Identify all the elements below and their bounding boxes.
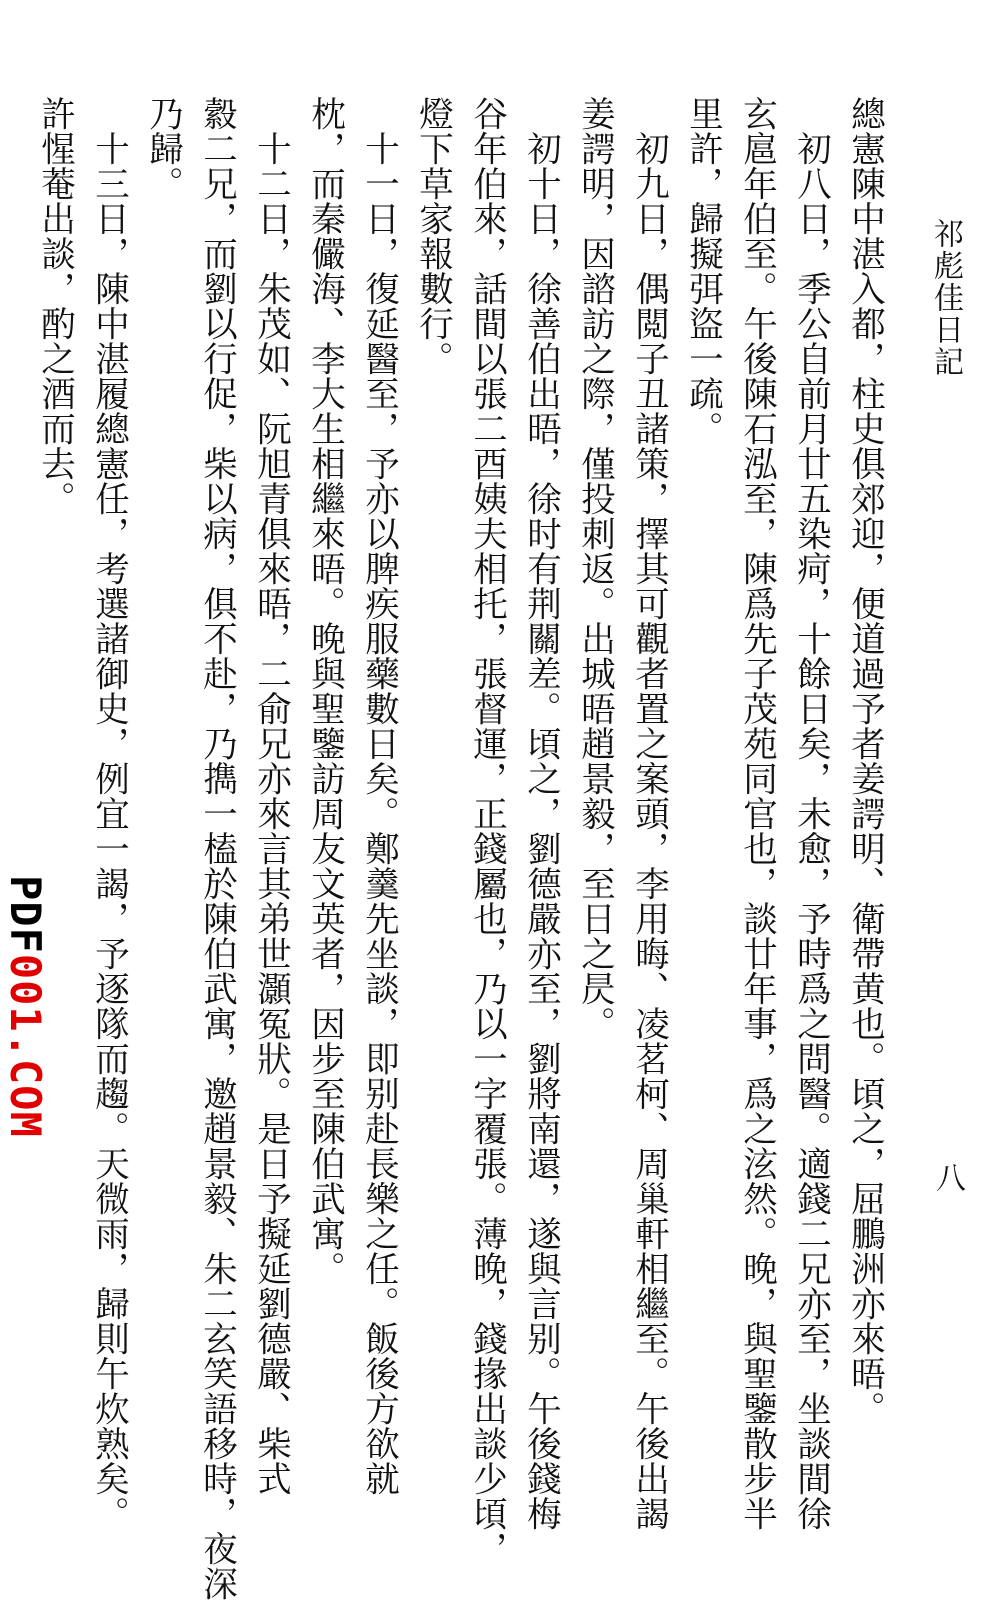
text-column: 初十日，徐善伯出晤，徐时有荆關差。頃之，劉德嚴亦至，劉將南還，遂與言别。午後錢梅 [520,96,561,1531]
page-number: 八 [930,1162,965,1192]
text-column: 總憲陳中湛入都，柱史俱郊迎，便道過予者姜諤明、衛帶黄也。頃之，屈鵬洲亦來晤。 [844,96,885,1426]
text-column: 十三日，陳中湛履總憲任，考選諸御史，例宜一謁，予逐隊而趨。天微雨，歸則午炊熟矣。 [88,96,129,1531]
text-column: 枕，而秦儼海、李大生相繼來晤。晚與聖鑒訪周友文英者，因步至陳伯武寓。 [304,96,345,1286]
text-column: 縠二兄，而劉以行促，柴以病，俱不赴，乃擕一榼於陳伯武寓，邀趙景毅、朱二玄笑語移時，夜深 [196,96,237,1601]
watermark-part-black: PDF [1,875,50,954]
text-column: 許惺菴出談，酌之酒而去。 [34,96,75,516]
text-column: 初八日，季公自前月廿五染疴，十餘日矣，未愈，予時爲之問醫。適錢二兄亦至，坐談間徐 [790,96,831,1531]
book-title: 祁彪佳日記 [928,218,963,378]
text-column: 十一日，復延醫至，予亦以脾疾服藥數日矣。鄭羹先坐談，即别赴長樂之任。飯後方欲就 [358,96,399,1496]
watermark-logo [2,875,48,1138]
text-column: 姜諤明，因諮訪之際，僅投刺返。出城晤趙景毅，至日之昃。 [574,96,615,1041]
text-column: 初九日，偶閲子丑諸策，擇其可觀者置之案頭，李用晦、凌茗柯、周巢軒相繼至。午後出謁 [628,96,669,1531]
text-column: 燈下草家報數行。 [412,96,453,376]
text-column: 乃歸。 [142,96,183,201]
text-column: 十二日，朱茂如、阮旭青俱來晤，二俞兄亦來言其弟世灝冤狀。是日予擬延劉德嚴、柴式 [250,96,291,1496]
text-column: 里許，歸擬弭盜一疏。 [682,96,723,446]
text-column: 玄扈年伯至。午後陳石泓至，陳爲先子茂苑同官也，談廿年事，爲之泫然。晚，與聖鑒散步半 [736,96,777,1531]
watermark-part-red: 001.COM [1,953,50,1138]
text-column: 谷年伯來，話間以張二酉姨夫相托，張督運，正錢屬也，乃以一字覆張。薄晚，錢掾出談少頃， [466,96,507,1566]
